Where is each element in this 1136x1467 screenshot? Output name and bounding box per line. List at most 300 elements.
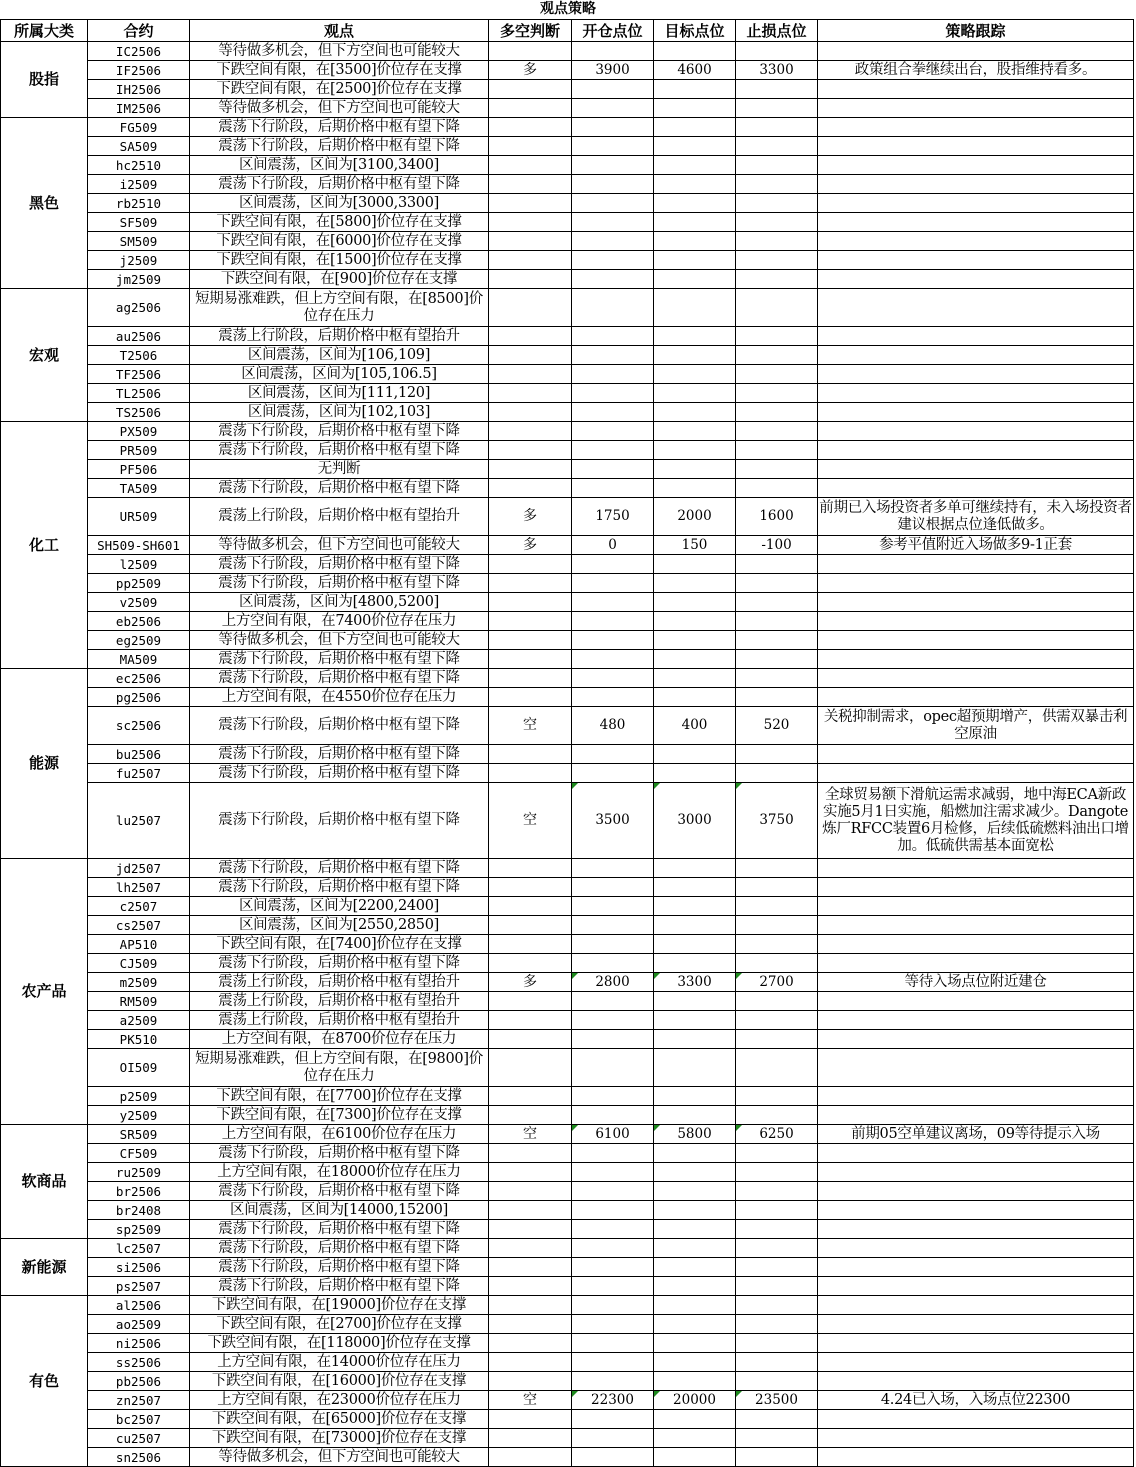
open-price-cell[interactable] [572, 384, 654, 403]
category-cell[interactable]: 软商品 [1, 1125, 88, 1239]
track-cell[interactable] [818, 156, 1134, 175]
target-price-cell[interactable] [654, 403, 736, 422]
view-cell[interactable]: 上方空间有限，在6100价位存在压力 [190, 1125, 489, 1144]
contract-cell[interactable]: ec2506 [88, 669, 190, 688]
stop-price-cell[interactable] [736, 1182, 818, 1201]
contract-cell[interactable]: fu2507 [88, 764, 190, 783]
open-price-cell[interactable] [572, 897, 654, 916]
open-price-cell[interactable] [572, 574, 654, 593]
target-price-cell[interactable] [654, 669, 736, 688]
contract-cell[interactable]: IC2506 [88, 42, 190, 61]
track-cell[interactable]: 前期05空单建议离场，09等待提示入场 [818, 1125, 1134, 1144]
target-price-cell[interactable] [654, 422, 736, 441]
stop-price-cell[interactable] [736, 650, 818, 669]
contract-cell[interactable]: CJ509 [88, 954, 190, 973]
track-cell[interactable] [818, 194, 1134, 213]
contract-cell[interactable]: br2408 [88, 1201, 190, 1220]
stop-price-cell[interactable] [736, 745, 818, 764]
contract-cell[interactable]: IH2506 [88, 80, 190, 99]
direction-cell[interactable]: 空 [489, 1125, 572, 1144]
header-view[interactable]: 观点 [190, 20, 489, 42]
open-price-cell[interactable]: 3900 [572, 61, 654, 80]
header-category[interactable]: 所属大类 [1, 20, 88, 42]
track-cell[interactable] [818, 118, 1134, 137]
contract-cell[interactable]: TF2506 [88, 365, 190, 384]
header-stop[interactable]: 止损点位 [736, 20, 818, 42]
track-cell[interactable] [818, 384, 1134, 403]
view-cell[interactable]: 震荡下行阶段，后期价格中枢有望下降 [190, 118, 489, 137]
contract-cell[interactable]: UR509 [88, 498, 190, 536]
view-cell[interactable]: 震荡下行阶段，后期价格中枢有望下降 [190, 1277, 489, 1296]
open-price-cell[interactable] [572, 1277, 654, 1296]
view-cell[interactable]: 区间震荡，区间为[102,103] [190, 403, 489, 422]
direction-cell[interactable] [489, 1353, 572, 1372]
view-cell[interactable]: 区间震荡，区间为[106,109] [190, 346, 489, 365]
target-price-cell[interactable] [654, 897, 736, 916]
open-price-cell[interactable] [572, 1144, 654, 1163]
contract-cell[interactable]: PF506 [88, 460, 190, 479]
track-cell[interactable] [818, 1353, 1134, 1372]
contract-cell[interactable]: jm2509 [88, 270, 190, 289]
open-price-cell[interactable] [572, 1239, 654, 1258]
target-price-cell[interactable] [654, 1353, 736, 1372]
target-price-cell[interactable] [654, 878, 736, 897]
view-cell[interactable]: 区间震荡，区间为[3100,3400] [190, 156, 489, 175]
view-cell[interactable]: 下跌空间有限，在[118000]价位存在支撑 [190, 1334, 489, 1353]
open-price-cell[interactable] [572, 289, 654, 327]
target-price-cell[interactable] [654, 1087, 736, 1106]
target-price-cell[interactable] [654, 1429, 736, 1448]
target-price-cell[interactable] [654, 365, 736, 384]
contract-cell[interactable]: cs2507 [88, 916, 190, 935]
stop-price-cell[interactable] [736, 1220, 818, 1239]
open-price-cell[interactable] [572, 1011, 654, 1030]
track-cell[interactable] [818, 403, 1134, 422]
track-cell[interactable] [818, 365, 1134, 384]
direction-cell[interactable] [489, 42, 572, 61]
direction-cell[interactable] [489, 80, 572, 99]
target-price-cell[interactable] [654, 650, 736, 669]
open-price-cell[interactable] [572, 270, 654, 289]
track-cell[interactable] [818, 897, 1134, 916]
direction-cell[interactable] [489, 118, 572, 137]
stop-price-cell[interactable] [736, 1296, 818, 1315]
target-price-cell[interactable]: 5800 [654, 1125, 736, 1144]
target-price-cell[interactable] [654, 289, 736, 327]
contract-cell[interactable]: l2509 [88, 555, 190, 574]
target-price-cell[interactable] [654, 612, 736, 631]
stop-price-cell[interactable] [736, 897, 818, 916]
target-price-cell[interactable] [654, 1258, 736, 1277]
open-price-cell[interactable] [572, 1258, 654, 1277]
track-cell[interactable] [818, 650, 1134, 669]
target-price-cell[interactable] [654, 327, 736, 346]
contract-cell[interactable]: AP510 [88, 935, 190, 954]
view-cell[interactable]: 震荡下行阶段，后期价格中枢有望下降 [190, 441, 489, 460]
open-price-cell[interactable] [572, 422, 654, 441]
contract-cell[interactable]: eb2506 [88, 612, 190, 631]
contract-cell[interactable]: hc2510 [88, 156, 190, 175]
view-cell[interactable]: 震荡下行阶段，后期价格中枢有望下降 [190, 707, 489, 745]
target-price-cell[interactable] [654, 688, 736, 707]
direction-cell[interactable] [489, 1334, 572, 1353]
contract-cell[interactable]: sn2506 [88, 1448, 190, 1467]
header-contract[interactable]: 合约 [88, 20, 190, 42]
track-cell[interactable] [818, 859, 1134, 878]
contract-cell[interactable]: SH509-SH601 [88, 536, 190, 555]
view-cell[interactable]: 震荡下行阶段，后期价格中枢有望下降 [190, 1220, 489, 1239]
track-cell[interactable] [818, 251, 1134, 270]
target-price-cell[interactable] [654, 1372, 736, 1391]
target-price-cell[interactable] [654, 479, 736, 498]
stop-price-cell[interactable] [736, 80, 818, 99]
track-cell[interactable] [818, 1334, 1134, 1353]
direction-cell[interactable] [489, 289, 572, 327]
view-cell[interactable]: 区间震荡，区间为[2200,2400] [190, 897, 489, 916]
view-cell[interactable]: 上方空间有限，在4550价位存在压力 [190, 688, 489, 707]
stop-price-cell[interactable] [736, 156, 818, 175]
stop-price-cell[interactable] [736, 1049, 818, 1087]
category-cell[interactable]: 能源 [1, 669, 88, 859]
open-price-cell[interactable] [572, 1106, 654, 1125]
open-price-cell[interactable] [572, 213, 654, 232]
contract-cell[interactable]: lc2507 [88, 1239, 190, 1258]
direction-cell[interactable] [489, 1182, 572, 1201]
direction-cell[interactable] [489, 1277, 572, 1296]
open-price-cell[interactable]: 2800 [572, 973, 654, 992]
target-price-cell[interactable]: 20000 [654, 1391, 736, 1410]
direction-cell[interactable] [489, 897, 572, 916]
stop-price-cell[interactable] [736, 631, 818, 650]
view-cell[interactable]: 震荡下行阶段，后期价格中枢有望下降 [190, 954, 489, 973]
view-cell[interactable]: 等待做多机会，但下方空间也可能较大 [190, 99, 489, 118]
stop-price-cell[interactable] [736, 289, 818, 327]
track-cell[interactable] [818, 213, 1134, 232]
target-price-cell[interactable]: 400 [654, 707, 736, 745]
track-cell[interactable] [818, 878, 1134, 897]
contract-cell[interactable]: a2509 [88, 1011, 190, 1030]
target-price-cell[interactable] [654, 1201, 736, 1220]
track-cell[interactable] [818, 669, 1134, 688]
contract-cell[interactable]: p2509 [88, 1087, 190, 1106]
view-cell[interactable]: 上方空间有限，在23000价位存在压力 [190, 1391, 489, 1410]
track-cell[interactable] [818, 555, 1134, 574]
stop-price-cell[interactable] [736, 916, 818, 935]
stop-price-cell[interactable] [736, 1201, 818, 1220]
target-price-cell[interactable] [654, 1049, 736, 1087]
stop-price-cell[interactable] [736, 555, 818, 574]
track-cell[interactable]: 参考平值附近入场做多9-1正套 [818, 536, 1134, 555]
open-price-cell[interactable] [572, 669, 654, 688]
open-price-cell[interactable] [572, 935, 654, 954]
category-cell[interactable]: 股指 [1, 42, 88, 118]
stop-price-cell[interactable] [736, 175, 818, 194]
contract-cell[interactable]: m2509 [88, 973, 190, 992]
contract-cell[interactable]: ps2507 [88, 1277, 190, 1296]
stop-price-cell[interactable] [736, 118, 818, 137]
stop-price-cell[interactable] [736, 1315, 818, 1334]
track-cell[interactable] [818, 1277, 1134, 1296]
direction-cell[interactable] [489, 878, 572, 897]
stop-price-cell[interactable] [736, 1239, 818, 1258]
track-cell[interactable] [818, 175, 1134, 194]
view-cell[interactable]: 下跌空间有限，在[65000]价位存在支撑 [190, 1410, 489, 1429]
direction-cell[interactable] [489, 859, 572, 878]
contract-cell[interactable]: j2509 [88, 251, 190, 270]
view-cell[interactable]: 区间震荡，区间为[105,106.5] [190, 365, 489, 384]
contract-cell[interactable]: SM509 [88, 232, 190, 251]
direction-cell[interactable] [489, 593, 572, 612]
target-price-cell[interactable] [654, 1239, 736, 1258]
view-cell[interactable]: 震荡上行阶段，后期价格中枢有望抬升 [190, 1011, 489, 1030]
direction-cell[interactable]: 多 [489, 498, 572, 536]
track-cell[interactable] [818, 1049, 1134, 1087]
contract-cell[interactable]: SF509 [88, 213, 190, 232]
view-cell[interactable]: 下跌空间有限，在[7700]价位存在支撑 [190, 1087, 489, 1106]
track-cell[interactable] [818, 232, 1134, 251]
stop-price-cell[interactable] [736, 764, 818, 783]
stop-price-cell[interactable]: 23500 [736, 1391, 818, 1410]
open-price-cell[interactable] [572, 1087, 654, 1106]
contract-cell[interactable]: au2506 [88, 327, 190, 346]
open-price-cell[interactable] [572, 1296, 654, 1315]
stop-price-cell[interactable]: -100 [736, 536, 818, 555]
contract-cell[interactable]: bc2507 [88, 1410, 190, 1429]
contract-cell[interactable]: y2509 [88, 1106, 190, 1125]
stop-price-cell[interactable] [736, 1258, 818, 1277]
view-cell[interactable]: 震荡下行阶段，后期价格中枢有望下降 [190, 783, 489, 859]
view-cell[interactable]: 区间震荡，区间为[14000,15200] [190, 1201, 489, 1220]
direction-cell[interactable] [489, 251, 572, 270]
contract-cell[interactable]: lu2507 [88, 783, 190, 859]
view-cell[interactable]: 等待做多机会，但下方空间也可能较大 [190, 536, 489, 555]
view-cell[interactable]: 震荡下行阶段，后期价格中枢有望下降 [190, 175, 489, 194]
direction-cell[interactable] [489, 574, 572, 593]
target-price-cell[interactable] [654, 1296, 736, 1315]
open-price-cell[interactable] [572, 878, 654, 897]
target-price-cell[interactable] [654, 251, 736, 270]
contract-cell[interactable]: v2509 [88, 593, 190, 612]
contract-cell[interactable]: TL2506 [88, 384, 190, 403]
track-cell[interactable] [818, 1011, 1134, 1030]
direction-cell[interactable] [489, 270, 572, 289]
target-price-cell[interactable] [654, 764, 736, 783]
category-cell[interactable]: 新能源 [1, 1239, 88, 1296]
direction-cell[interactable] [489, 1410, 572, 1429]
track-cell[interactable] [818, 479, 1134, 498]
direction-cell[interactable] [489, 1258, 572, 1277]
contract-cell[interactable]: PR509 [88, 441, 190, 460]
track-cell[interactable] [818, 631, 1134, 650]
view-cell[interactable]: 震荡上行阶段，后期价格中枢有望抬升 [190, 992, 489, 1011]
track-cell[interactable] [818, 1239, 1134, 1258]
track-cell[interactable] [818, 441, 1134, 460]
track-cell[interactable] [818, 422, 1134, 441]
view-cell[interactable]: 短期易涨难跌，但上方空间有限，在[9800]价位存在压力 [190, 1049, 489, 1087]
direction-cell[interactable]: 空 [489, 1391, 572, 1410]
direction-cell[interactable] [489, 1315, 572, 1334]
track-cell[interactable] [818, 612, 1134, 631]
open-price-cell[interactable] [572, 593, 654, 612]
contract-cell[interactable]: ag2506 [88, 289, 190, 327]
open-price-cell[interactable] [572, 859, 654, 878]
contract-cell[interactable]: sc2506 [88, 707, 190, 745]
track-cell[interactable] [818, 916, 1134, 935]
open-price-cell[interactable] [572, 365, 654, 384]
open-price-cell[interactable] [572, 118, 654, 137]
direction-cell[interactable] [489, 175, 572, 194]
open-price-cell[interactable] [572, 327, 654, 346]
direction-cell[interactable] [489, 935, 572, 954]
open-price-cell[interactable] [572, 137, 654, 156]
target-price-cell[interactable] [654, 460, 736, 479]
view-cell[interactable]: 震荡上行阶段，后期价格中枢有望抬升 [190, 327, 489, 346]
track-cell[interactable]: 关税抑制需求，opec超预期增产，供需双暴击利空原油 [818, 707, 1134, 745]
contract-cell[interactable]: rb2510 [88, 194, 190, 213]
target-price-cell[interactable]: 150 [654, 536, 736, 555]
view-cell[interactable]: 下跌空间有限，在[2700]价位存在支撑 [190, 1315, 489, 1334]
stop-price-cell[interactable]: 3300 [736, 61, 818, 80]
contract-cell[interactable]: RM509 [88, 992, 190, 1011]
direction-cell[interactable] [489, 1372, 572, 1391]
target-price-cell[interactable] [654, 384, 736, 403]
contract-cell[interactable]: FG509 [88, 118, 190, 137]
open-price-cell[interactable] [572, 745, 654, 764]
direction-cell[interactable] [489, 213, 572, 232]
open-price-cell[interactable] [572, 1182, 654, 1201]
target-price-cell[interactable]: 2000 [654, 498, 736, 536]
target-price-cell[interactable]: 3000 [654, 783, 736, 859]
header-direction[interactable]: 多空判断 [489, 20, 572, 42]
target-price-cell[interactable] [654, 1106, 736, 1125]
open-price-cell[interactable] [572, 441, 654, 460]
track-cell[interactable]: 前期已入场投资者多单可继续持有，未入场投资者建议根据点位逢低做多。 [818, 498, 1134, 536]
view-cell[interactable]: 上方空间有限，在14000价位存在压力 [190, 1353, 489, 1372]
stop-price-cell[interactable] [736, 1429, 818, 1448]
track-cell[interactable] [818, 289, 1134, 327]
target-price-cell[interactable] [654, 574, 736, 593]
open-price-cell[interactable] [572, 1030, 654, 1049]
view-cell[interactable]: 震荡下行阶段，后期价格中枢有望下降 [190, 1144, 489, 1163]
view-cell[interactable]: 下跌空间有限，在[900]价位存在支撑 [190, 270, 489, 289]
track-cell[interactable] [818, 1296, 1134, 1315]
stop-price-cell[interactable] [736, 1372, 818, 1391]
target-price-cell[interactable] [654, 137, 736, 156]
contract-cell[interactable]: TA509 [88, 479, 190, 498]
direction-cell[interactable] [489, 1144, 572, 1163]
view-cell[interactable]: 短期易涨难跌，但上方空间有限，在[8500]价位存在压力 [190, 289, 489, 327]
view-cell[interactable]: 上方空间有限，在8700价位存在压力 [190, 1030, 489, 1049]
open-price-cell[interactable]: 480 [572, 707, 654, 745]
open-price-cell[interactable] [572, 479, 654, 498]
direction-cell[interactable] [489, 365, 572, 384]
track-cell[interactable] [818, 764, 1134, 783]
stop-price-cell[interactable] [736, 859, 818, 878]
view-cell[interactable]: 下跌空间有限，在[16000]价位存在支撑 [190, 1372, 489, 1391]
view-cell[interactable]: 下跌空间有限，在[6000]价位存在支撑 [190, 232, 489, 251]
track-cell[interactable] [818, 745, 1134, 764]
target-price-cell[interactable] [654, 954, 736, 973]
direction-cell[interactable] [489, 422, 572, 441]
stop-price-cell[interactable] [736, 365, 818, 384]
target-price-cell[interactable] [654, 1410, 736, 1429]
track-cell[interactable] [818, 1144, 1134, 1163]
view-cell[interactable]: 下跌空间有限，在[3500]价位存在支撑 [190, 61, 489, 80]
direction-cell[interactable]: 多 [489, 973, 572, 992]
track-cell[interactable]: 全球贸易额下滑航运需求减弱，地中海ECA新政实施5月1日实施，船燃加注需求减少。Dangote炼厂RFCC装置6月检修，后续低硫燃料油出口增加。低硫供需基本面宽松 [818, 783, 1134, 859]
target-price-cell[interactable] [654, 346, 736, 365]
track-cell[interactable] [818, 346, 1134, 365]
view-cell[interactable]: 下跌空间有限，在[1500]价位存在支撑 [190, 251, 489, 270]
stop-price-cell[interactable] [736, 1106, 818, 1125]
view-cell[interactable]: 无判断 [190, 460, 489, 479]
open-price-cell[interactable] [572, 631, 654, 650]
direction-cell[interactable] [489, 1296, 572, 1315]
target-price-cell[interactable] [654, 992, 736, 1011]
stop-price-cell[interactable] [736, 232, 818, 251]
direction-cell[interactable] [489, 1163, 572, 1182]
track-cell[interactable] [818, 935, 1134, 954]
view-cell[interactable]: 下跌空间有限，在[7400]价位存在支撑 [190, 935, 489, 954]
direction-cell[interactable]: 多 [489, 61, 572, 80]
direction-cell[interactable] [489, 327, 572, 346]
track-cell[interactable] [818, 42, 1134, 61]
direction-cell[interactable] [489, 1220, 572, 1239]
open-price-cell[interactable] [572, 460, 654, 479]
open-price-cell[interactable] [572, 194, 654, 213]
target-price-cell[interactable] [654, 593, 736, 612]
stop-price-cell[interactable] [736, 403, 818, 422]
open-price-cell[interactable] [572, 1410, 654, 1429]
contract-cell[interactable]: jd2507 [88, 859, 190, 878]
target-price-cell[interactable] [654, 213, 736, 232]
open-price-cell[interactable]: 6100 [572, 1125, 654, 1144]
target-price-cell[interactable] [654, 1144, 736, 1163]
track-cell[interactable] [818, 574, 1134, 593]
contract-cell[interactable]: pb2506 [88, 1372, 190, 1391]
view-cell[interactable]: 区间震荡，区间为[4800,5200] [190, 593, 489, 612]
contract-cell[interactable]: i2509 [88, 175, 190, 194]
stop-price-cell[interactable] [736, 1163, 818, 1182]
stop-price-cell[interactable] [736, 669, 818, 688]
stop-price-cell[interactable]: 520 [736, 707, 818, 745]
stop-price-cell[interactable] [736, 1030, 818, 1049]
open-price-cell[interactable] [572, 764, 654, 783]
open-price-cell[interactable]: 1750 [572, 498, 654, 536]
contract-cell[interactable]: cu2507 [88, 1429, 190, 1448]
direction-cell[interactable] [489, 669, 572, 688]
header-open[interactable]: 开仓点位 [572, 20, 654, 42]
open-price-cell[interactable] [572, 1201, 654, 1220]
open-price-cell[interactable] [572, 555, 654, 574]
contract-cell[interactable]: MA509 [88, 650, 190, 669]
contract-cell[interactable]: PX509 [88, 422, 190, 441]
direction-cell[interactable] [489, 916, 572, 935]
open-price-cell[interactable]: 0 [572, 536, 654, 555]
direction-cell[interactable] [489, 1030, 572, 1049]
direction-cell[interactable] [489, 156, 572, 175]
view-cell[interactable]: 等待做多机会，但下方空间也可能较大 [190, 631, 489, 650]
track-cell[interactable] [818, 99, 1134, 118]
direction-cell[interactable] [489, 403, 572, 422]
direction-cell[interactable] [489, 612, 572, 631]
category-cell[interactable]: 黑色 [1, 118, 88, 289]
stop-price-cell[interactable] [736, 99, 818, 118]
stop-price-cell[interactable] [736, 42, 818, 61]
open-price-cell[interactable] [572, 688, 654, 707]
stop-price-cell[interactable] [736, 137, 818, 156]
stop-price-cell[interactable] [736, 878, 818, 897]
